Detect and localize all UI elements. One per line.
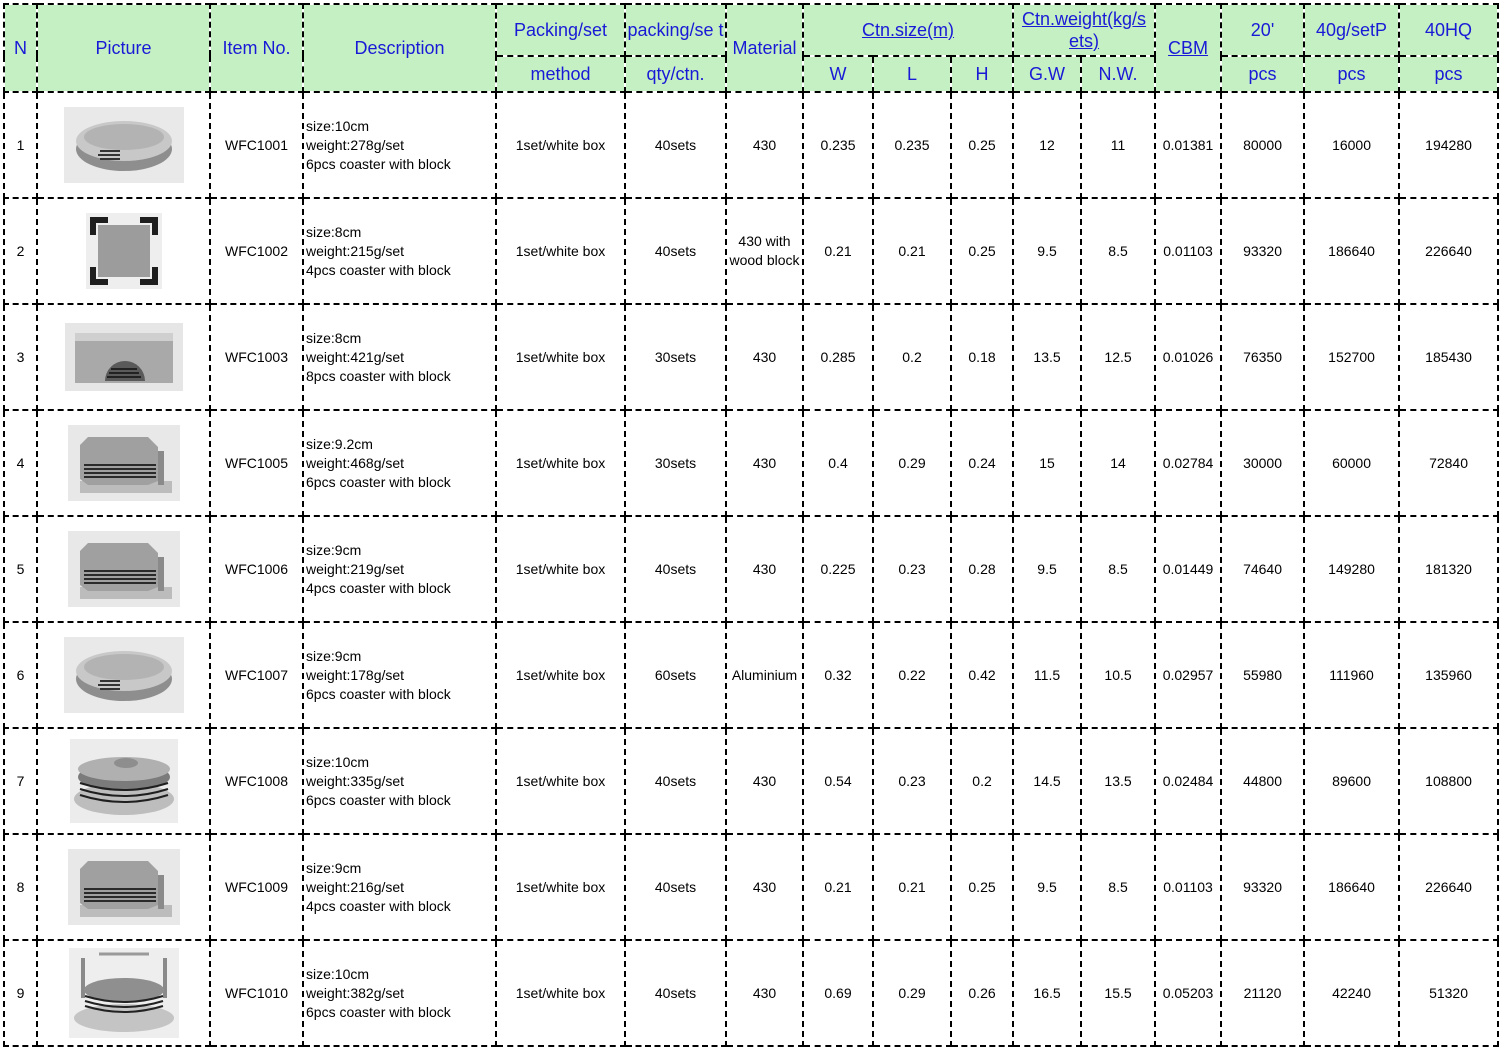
qty-40g: 42240: [1304, 940, 1399, 1046]
square-stack-coaster-icon: [68, 849, 180, 925]
ctn-h: 0.25: [951, 198, 1013, 304]
ctn-l: 0.23: [873, 516, 951, 622]
qty-40g: 152700: [1304, 304, 1399, 410]
qty-40hq: 108800: [1399, 728, 1498, 834]
qty-40g: 16000: [1304, 92, 1399, 198]
product-table: [3, 3, 1499, 1047]
qty-20ft: 93320: [1221, 834, 1304, 940]
product-picture: [37, 92, 210, 198]
row-number: 4: [4, 410, 37, 516]
cbm: 0.02957: [1155, 622, 1221, 728]
description-size: size:8cm: [306, 329, 362, 346]
description-size: size:8cm: [306, 223, 362, 240]
material: 430: [726, 940, 803, 1046]
qty-20ft: 80000: [1221, 92, 1304, 198]
square-stack-coaster-icon: [68, 531, 180, 607]
header-w: W: [803, 56, 873, 92]
header-20ft: 20': [1221, 4, 1304, 56]
gross-weight: 9.5: [1013, 198, 1081, 304]
ctn-l: 0.21: [873, 834, 951, 940]
ctn-w: 0.285: [803, 304, 873, 410]
qty-40hq: 194280: [1399, 92, 1498, 198]
ctn-w: 0.235: [803, 92, 873, 198]
net-weight: 15.5: [1081, 940, 1155, 1046]
cbm: 0.05203: [1155, 940, 1221, 1046]
table-row: [4, 516, 1498, 622]
qty-40hq: 226640: [1399, 834, 1498, 940]
qty-40g: 149280: [1304, 516, 1399, 622]
packing-qty: 40sets: [625, 728, 726, 834]
ctn-w: 0.21: [803, 834, 873, 940]
ctn-h: 0.26: [951, 940, 1013, 1046]
description-size: size:9.2cm: [306, 435, 373, 452]
table-row: [4, 304, 1498, 410]
header-40g-unit: pcs: [1304, 56, 1399, 92]
qty-40hq: 181320: [1399, 516, 1498, 622]
header-picture: Picture: [37, 4, 210, 92]
description-weight: weight:215g/set: [306, 242, 405, 259]
product-picture: [37, 304, 210, 410]
description: [303, 516, 496, 622]
description: [303, 728, 496, 834]
row-number: 6: [4, 622, 37, 728]
description: [303, 622, 496, 728]
cbm: 0.01103: [1155, 834, 1221, 940]
description-weight: weight:216g/set: [306, 878, 405, 895]
qty-40g: 60000: [1304, 410, 1399, 516]
description-pieces: 4pcs coaster with block: [306, 897, 451, 914]
row-number: 3: [4, 304, 37, 410]
net-weight: 12.5: [1081, 304, 1155, 410]
net-weight: 13.5: [1081, 728, 1155, 834]
description: [303, 410, 496, 516]
qty-40hq: 226640: [1399, 198, 1498, 304]
header-packing-qty: qty/ctn.: [625, 56, 726, 92]
description-size: size:9cm: [306, 859, 362, 876]
header-n: N: [4, 4, 37, 92]
header-h: H: [951, 56, 1013, 92]
gross-weight: 11.5: [1013, 622, 1081, 728]
net-weight: 11: [1081, 92, 1155, 198]
header-packing-method: method: [496, 56, 625, 92]
tray-coaster-holder-icon: [65, 323, 183, 391]
product-picture: [37, 834, 210, 940]
gross-weight: 12: [1013, 92, 1081, 198]
gross-weight: 16.5: [1013, 940, 1081, 1046]
packing-method: 1set/white box: [496, 940, 625, 1046]
material: Aluminium: [726, 622, 803, 728]
description-size: size:10cm: [306, 753, 370, 770]
net-weight: 14: [1081, 410, 1155, 516]
ctn-l: 0.23: [873, 728, 951, 834]
qty-40g: 186640: [1304, 198, 1399, 304]
ctn-w: 0.32: [803, 622, 873, 728]
net-weight: 8.5: [1081, 198, 1155, 304]
table-row: [4, 940, 1498, 1046]
description-weight: weight:382g/set: [306, 984, 405, 1001]
packing-method: 1set/white box: [496, 622, 625, 728]
cbm: 0.02484: [1155, 728, 1221, 834]
qty-20ft: 44800: [1221, 728, 1304, 834]
ctn-w: 0.21: [803, 198, 873, 304]
packing-qty: 40sets: [625, 198, 726, 304]
qty-20ft: 55980: [1221, 622, 1304, 728]
header-40hq-unit: pcs: [1399, 56, 1498, 92]
item-number: WFC1007: [210, 622, 303, 728]
item-number: WFC1008: [210, 728, 303, 834]
description-weight: weight:219g/set: [306, 560, 405, 577]
packing-qty: 40sets: [625, 940, 726, 1046]
ctn-l: 0.22: [873, 622, 951, 728]
ctn-h: 0.25: [951, 834, 1013, 940]
item-number: WFC1006: [210, 516, 303, 622]
material: 430: [726, 516, 803, 622]
header-40g: 40g/setP: [1304, 4, 1399, 56]
description-weight: weight:278g/set: [306, 136, 405, 153]
description-pieces: 6pcs coaster with block: [306, 685, 451, 702]
header-20ft-unit: pcs: [1221, 56, 1304, 92]
ctn-w: 0.4: [803, 410, 873, 516]
description-pieces: 8pcs coaster with block: [306, 367, 451, 384]
table-row: [4, 728, 1498, 834]
qty-40g: 111960: [1304, 622, 1399, 728]
description-size: size:9cm: [306, 541, 362, 558]
description: [303, 940, 496, 1046]
qty-40g: 89600: [1304, 728, 1399, 834]
net-weight: 8.5: [1081, 834, 1155, 940]
material: 430: [726, 728, 803, 834]
item-number: WFC1002: [210, 198, 303, 304]
packing-qty: 40sets: [625, 834, 726, 940]
row-number: 2: [4, 198, 37, 304]
description-weight: weight:468g/set: [306, 454, 405, 471]
item-number: WFC1010: [210, 940, 303, 1046]
description-pieces: 4pcs coaster with block: [306, 261, 451, 278]
round-stack-coaster-icon: [70, 739, 178, 823]
description-pieces: 6pcs coaster with block: [306, 791, 451, 808]
ctn-l: 0.29: [873, 410, 951, 516]
ctn-l: 0.21: [873, 198, 951, 304]
ctn-h: 0.25: [951, 92, 1013, 198]
header-l: L: [873, 56, 951, 92]
gross-weight: 9.5: [1013, 516, 1081, 622]
description-size: size:10cm: [306, 965, 370, 982]
packing-method: 1set/white box: [496, 834, 625, 940]
ctn-h: 0.24: [951, 410, 1013, 516]
product-picture: [37, 410, 210, 516]
description: [303, 92, 496, 198]
item-number: WFC1001: [210, 92, 303, 198]
square-coaster-holder-icon: [86, 213, 162, 289]
product-picture: [37, 622, 210, 728]
qty-20ft: 21120: [1221, 940, 1304, 1046]
ctn-w: 0.69: [803, 940, 873, 1046]
gross-weight: 13.5: [1013, 304, 1081, 410]
header-ctn-size: Ctn.size(m): [803, 4, 1013, 56]
description-weight: weight:178g/set: [306, 666, 405, 683]
description-pieces: 6pcs coaster with block: [306, 155, 451, 172]
row-number: 5: [4, 516, 37, 622]
qty-20ft: 76350: [1221, 304, 1304, 410]
material: 430: [726, 304, 803, 410]
product-picture: [37, 198, 210, 304]
packing-method: 1set/white box: [496, 516, 625, 622]
item-number: WFC1009: [210, 834, 303, 940]
description: [303, 304, 496, 410]
packing-qty: 40sets: [625, 516, 726, 622]
table-row: [4, 198, 1498, 304]
row-number: 1: [4, 92, 37, 198]
packing-qty: 60sets: [625, 622, 726, 728]
packing-method: 1set/white box: [496, 728, 625, 834]
table-row: [4, 622, 1498, 728]
header-nw: N.W.: [1081, 56, 1155, 92]
cbm: 0.02784: [1155, 410, 1221, 516]
round-coaster-holder-icon: [64, 107, 184, 183]
gross-weight: 15: [1013, 410, 1081, 516]
qty-20ft: 74640: [1221, 516, 1304, 622]
header-cbm: CBM: [1155, 4, 1221, 92]
qty-20ft: 30000: [1221, 410, 1304, 516]
item-number: WFC1005: [210, 410, 303, 516]
description-pieces: 6pcs coaster with block: [306, 473, 451, 490]
qty-40hq: 51320: [1399, 940, 1498, 1046]
material: 430: [726, 834, 803, 940]
description-weight: weight:421g/set: [306, 348, 405, 365]
product-picture: [37, 940, 210, 1046]
net-weight: 8.5: [1081, 516, 1155, 622]
table-row: [4, 834, 1498, 940]
packing-qty: 30sets: [625, 304, 726, 410]
ctn-h: 0.2: [951, 728, 1013, 834]
packing-method: 1set/white box: [496, 304, 625, 410]
gross-weight: 14.5: [1013, 728, 1081, 834]
ctn-h: 0.28: [951, 516, 1013, 622]
qty-20ft: 93320: [1221, 198, 1304, 304]
packing-qty: 40sets: [625, 92, 726, 198]
product-picture: [37, 728, 210, 834]
header-gw: G.W: [1013, 56, 1081, 92]
round-caddy-coaster-icon: [69, 948, 179, 1038]
round-coaster-holder-icon: [64, 637, 184, 713]
ctn-l: 0.2: [873, 304, 951, 410]
material: 430: [726, 92, 803, 198]
product-spec-sheet: [3, 3, 1497, 1060]
ctn-w: 0.54: [803, 728, 873, 834]
ctn-l: 0.235: [873, 92, 951, 198]
row-number: 8: [4, 834, 37, 940]
packing-method: 1set/white box: [496, 410, 625, 516]
table-row: [4, 92, 1498, 198]
qty-40hq: 185430: [1399, 304, 1498, 410]
square-stack-coaster-icon: [68, 425, 180, 501]
cbm: 0.01381: [1155, 92, 1221, 198]
description-pieces: 4pcs coaster with block: [306, 579, 451, 596]
header-packing-qty-top: packing/se t: [625, 4, 726, 56]
packing-method: 1set/white box: [496, 198, 625, 304]
material: 430: [726, 410, 803, 516]
description: [303, 198, 496, 304]
description: [303, 834, 496, 940]
header-ctn-weight: Ctn.weight(kg/s ets): [1013, 4, 1155, 56]
description-pieces: 6pcs coaster with block: [306, 1003, 451, 1020]
packing-qty: 30sets: [625, 410, 726, 516]
cbm: 0.01449: [1155, 516, 1221, 622]
ctn-l: 0.29: [873, 940, 951, 1046]
header-description: Description: [303, 4, 496, 92]
cbm: 0.01103: [1155, 198, 1221, 304]
material: 430 with wood block: [726, 198, 803, 304]
description-size: size:10cm: [306, 117, 370, 134]
description-weight: weight:335g/set: [306, 772, 405, 789]
cbm: 0.01026: [1155, 304, 1221, 410]
qty-40g: 186640: [1304, 834, 1399, 940]
description-size: size:9cm: [306, 647, 362, 664]
header-packing-set: Packing/set: [496, 4, 625, 56]
packing-method: 1set/white box: [496, 92, 625, 198]
header-item-no: Item No.: [210, 4, 303, 92]
header-40hq: 40HQ: [1399, 4, 1498, 56]
row-number: 9: [4, 940, 37, 1046]
gross-weight: 9.5: [1013, 834, 1081, 940]
table-row: [4, 410, 1498, 516]
ctn-h: 0.42: [951, 622, 1013, 728]
ctn-h: 0.18: [951, 304, 1013, 410]
header-material: Material: [726, 4, 803, 92]
product-picture: [37, 516, 210, 622]
item-number: WFC1003: [210, 304, 303, 410]
qty-40hq: 72840: [1399, 410, 1498, 516]
net-weight: 10.5: [1081, 622, 1155, 728]
row-number: 7: [4, 728, 37, 834]
qty-40hq: 135960: [1399, 622, 1498, 728]
ctn-w: 0.225: [803, 516, 873, 622]
